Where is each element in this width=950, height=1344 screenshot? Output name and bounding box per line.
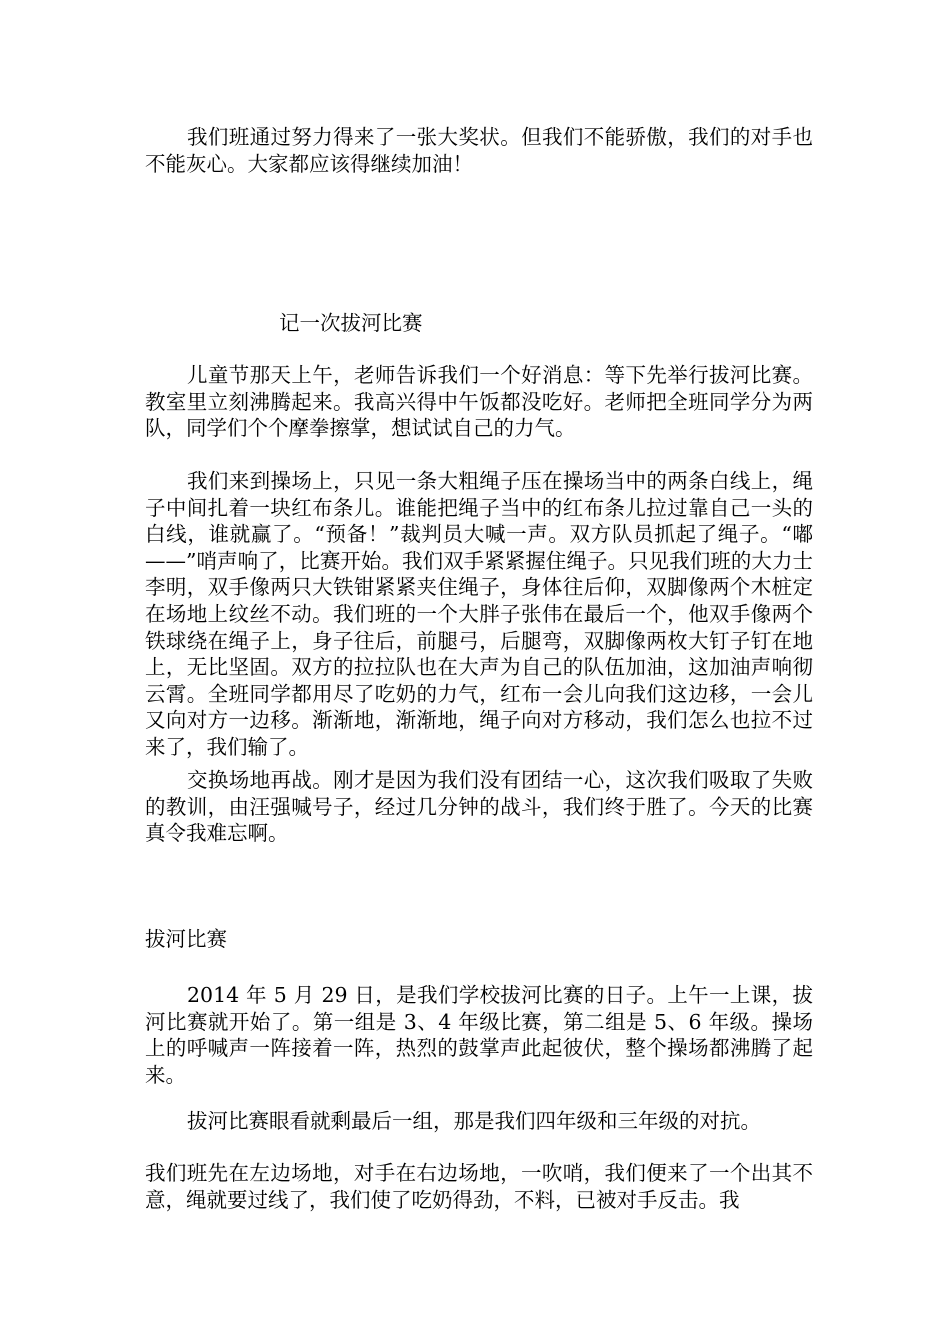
paragraph-left-field: 我们班先在左边场地，对手在右边场地，一吹哨，我们便来了一个出其不意，绳就要过线了，我们使了吃奶得劲，不料，已被对手反击。我 [145,1161,813,1212]
paragraph-last-group: 拔河比赛眼看就剩最后一组，那是我们四年级和三年级的对抗。 [187,1109,761,1133]
paragraph-award: 我们班通过努力得来了一张大奖状。但我们不能骄傲，我们的对手也不能灰心。大家都应该得继续加油！ [145,125,813,176]
paragraph-date: 2014 年 5 月 29 日，是我们学校拔河比赛的日子。上午一上课，拔河比赛就开始了。第一组是 3、4 年级比赛，第二组是 5、6 年级。操场上的呼喊声一阵接着一阵，热烈的鼓掌声此起彼伏，整个操场都沸腾了起来。 [145,983,813,1087]
essay-title-2: 拔河比赛 [145,927,227,951]
paragraph-childrens-day: 儿童节那天上午，老师告诉我们一个好消息：等下先举行拔河比赛。教室里立刻沸腾起来。我高兴得中午饭都没吃好。老师把全班同学分为两队，同学们个个摩拳擦掌，想试试自己的力气。 [145,363,813,441]
paragraph-match: 我们来到操场上，只见一条大粗绳子压在操场当中的两条白线上，绳子中间扎着一块红布条儿。谁能把绳子当中的红布条儿拉过靠自己一头的白线，谁就赢了。“预备！”裁判员大喊一声。双方队员抓起了绳子。“嘟——”哨声响了，比赛开始。我们双手紧紧握住绳子。只见我们班的大力士李明，双手像两只大铁钳紧紧夹住绳子，身体往后仰，双脚像两个木桩定在场地上纹丝不动。我们班的一个大胖子张伟在最后一个，他双手像两个铁球绕在绳子上，身子往后，前腿弓，后腿弯，双脚像两枚大钉子钉在地上，无比坚固。双方的拉拉队也在大声为自己的队伍加油，这加油声响彻云霄。全班同学都用尽了吃奶的力气，红布一会儿向我们这边移，一会儿又向对方一边移。渐渐地，渐渐地，绳子向对方移动，我们怎么也拉不过来了，我们输了。 [145,469,813,759]
essay-title-1: 记一次拔河比赛 [279,311,423,335]
paragraph-rematch: 交换场地再战。刚才是因为我们没有团结一心，这次我们吸取了失败的教训，由汪强喊号子，经过几分钟的战斗，我们终于胜了。今天的比赛真令我难忘啊。 [145,768,813,846]
